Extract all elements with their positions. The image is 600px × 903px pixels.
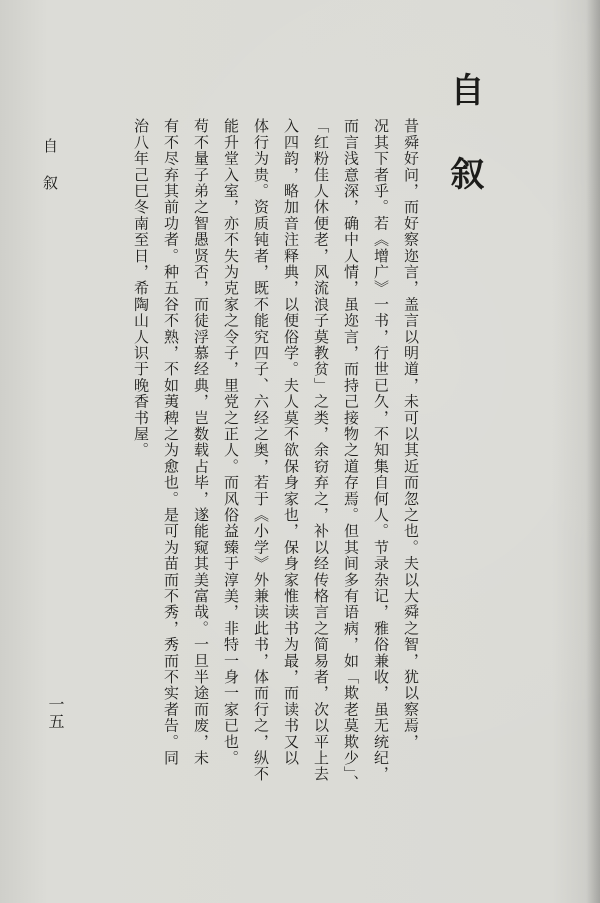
body-column-2: 况其下者乎。若《增广》一书，行世已久，不知集自何人。节录杂记，雅俗兼收，虽无统纪， [372, 118, 390, 783]
body-column-6: 体行为贵。资质钝者，既不能究四子、六经之奥，若于《小学》外兼读此书，体而行之，纵不 [252, 118, 270, 783]
body-column-9: 有不尽弃其前功者。种五谷不熟，不如荑稗之为愈也。是可为苗而不秀，秀而不实者告。同 [162, 118, 180, 766]
body-column-3: 而言浅意深，确中人情，虽迩言，而持己接物之道存焉。但其间多有语病，如「欺老莫欺少」、 [342, 118, 360, 791]
chapter-title: 自叙 [444, 72, 484, 240]
running-head: 自叙 [41, 138, 59, 212]
page-number: 一五 [46, 696, 65, 730]
page-gutter-shadow [586, 0, 600, 903]
body-column-5: 入四韵，略加音注释典，以便俗学。夫人莫不欲保身家也，保身家惟读书为最，而读书又以 [282, 118, 300, 766]
body-column-1: 昔舜好问，而好察迩言，盖言以明道，未可以其近而忽之也。夫以大舜之智，犹以察焉， [402, 118, 420, 750]
body-column-8: 苟不量子弟之智愚贤否，而徒浮慕经典，岂数载占毕，遂能窥其美富哉。一旦半途而废，未 [192, 118, 210, 766]
body-column-7: 能升堂入室，亦不失为克家之令子，里党之正人。而风俗益臻于淳美，非特一身一家已也。 [222, 118, 240, 766]
body-column-4: 「红粉佳人休便老，风流浪子莫教贫」之类，余窃弃之，补以经传格言之简易者，次以平上去 [312, 118, 330, 783]
body-column-10: 治八年己巳冬南至日，希陶山人识于晚香书屋。 [132, 118, 150, 459]
